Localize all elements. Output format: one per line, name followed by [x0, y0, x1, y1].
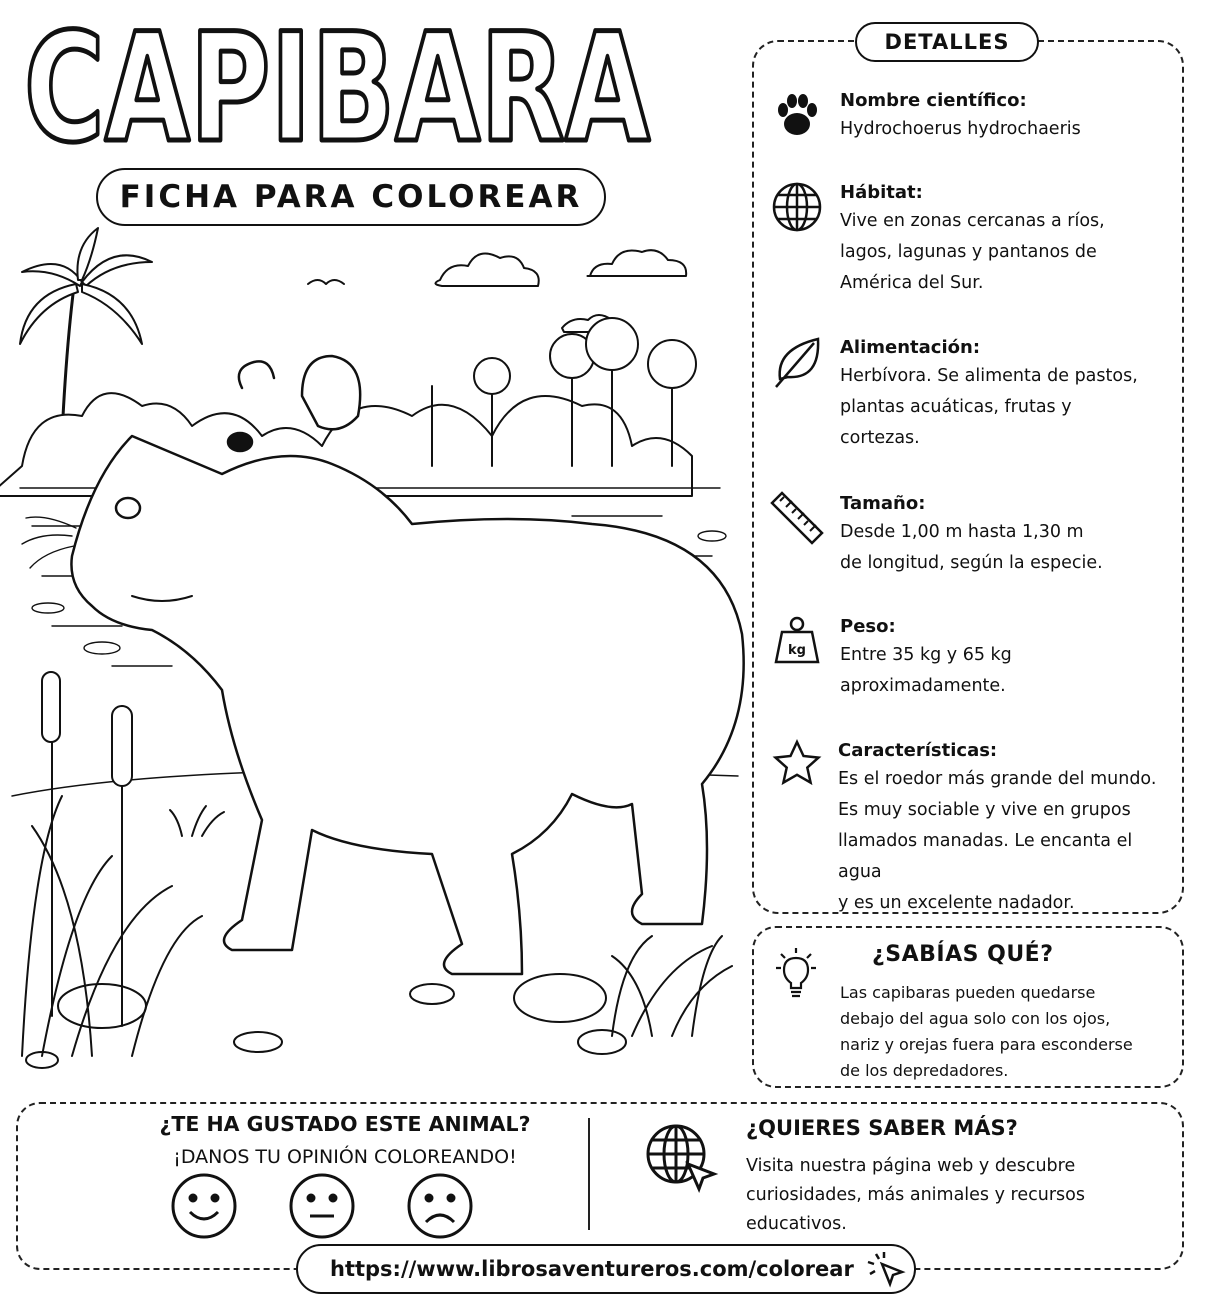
learn-more-line: Visita nuestra página web y descubre	[746, 1156, 1076, 1176]
detail-label: Hábitat:	[840, 182, 923, 203]
learn-more-text	[746, 1152, 1166, 1239]
star-icon	[770, 738, 824, 792]
subtitle-text: FICHA PARA COLOREAR	[119, 179, 583, 215]
detail-line: Es muy sociable y vive en grupos	[838, 800, 1131, 820]
weight-icon-label: kg	[788, 643, 806, 658]
detail-habitat	[770, 180, 1180, 300]
detail-line: y es un excelente nadador.	[838, 893, 1075, 913]
feedback-faces	[160, 1168, 480, 1240]
detail-weight	[770, 614, 1180, 704]
detail-line: lagos, lagunas y pantanos de	[840, 242, 1097, 262]
detail-line: Vive en zonas cercanas a ríos,	[840, 211, 1105, 231]
website-link[interactable]	[296, 1244, 916, 1294]
detail-line: América del Sur.	[840, 273, 984, 293]
detail-label: Nombre científico:	[840, 90, 1027, 111]
ruler-icon	[770, 491, 824, 545]
did-you-know-line: debajo del agua solo con los ojos,	[840, 1009, 1111, 1028]
did-you-know-title: ¿SABÍAS QUÉ?	[872, 942, 1054, 967]
detail-line: llamados manadas. Le encanta el agua	[838, 831, 1133, 882]
lightbulb-icon	[770, 946, 822, 1002]
detail-characteristics	[770, 738, 1180, 913]
click-cursor-icon	[866, 1250, 910, 1292]
page-title-text: CAPIBARA	[24, 2, 650, 176]
detail-line: aproximadamente.	[840, 676, 1006, 696]
detail-label: Características:	[838, 740, 998, 761]
detail-line: de longitud, según la especie.	[840, 553, 1103, 573]
detail-label: Tamaño:	[840, 493, 926, 514]
paw-icon	[770, 88, 824, 142]
page-title	[18, 2, 658, 176]
globe-icon	[770, 180, 824, 234]
did-you-know-line: Las capibaras pueden quedarse	[840, 983, 1096, 1002]
cloud-icon	[435, 250, 686, 332]
detail-label: Alimentación:	[840, 337, 981, 358]
rocks	[26, 974, 626, 1068]
happy-face-icon[interactable]	[173, 1175, 235, 1237]
detail-line: Desde 1,00 m hasta 1,30 m	[840, 522, 1084, 542]
detail-line: plantas acuáticas, frutas y	[840, 397, 1072, 417]
detail-line: cortezas.	[840, 428, 920, 448]
detail-line: Hydrochoerus hydrochaeris	[840, 119, 1081, 139]
footer-divider	[588, 1118, 590, 1230]
feedback-subtitle: ¡DANOS TU OPINIÓN COLOREANDO!	[173, 1146, 517, 1168]
did-you-know-line: de los depredadores.	[840, 1061, 1009, 1080]
detail-line: Es el roedor más grande del mundo.	[838, 769, 1157, 789]
learn-more-title: ¿QUIERES SABER MÁS?	[746, 1116, 1018, 1140]
bird-icon	[308, 280, 344, 284]
did-you-know-line: nariz y orejas fuera para esconderse	[840, 1035, 1133, 1054]
details-tab	[855, 22, 1039, 62]
leaf-icon	[770, 335, 824, 389]
detail-label: Peso:	[840, 616, 896, 637]
detail-line: Herbívora. Se alimenta de pastos,	[840, 366, 1138, 386]
detail-scientific-name	[770, 88, 1180, 158]
did-you-know-text	[840, 980, 1170, 1084]
weight-icon	[770, 614, 824, 668]
globe-cursor-icon	[642, 1120, 722, 1196]
learn-more-line: curiosidades, más animales y recursos	[746, 1185, 1085, 1205]
subtitle-badge	[96, 168, 606, 226]
neutral-face-icon[interactable]	[291, 1175, 353, 1237]
details-tab-label: DETALLES	[884, 30, 1010, 54]
sad-face-icon[interactable]	[409, 1175, 471, 1237]
feedback-title: ¿TE HA GUSTADO ESTE ANIMAL?	[159, 1112, 531, 1136]
website-url[interactable]: https://www.librosaventureros.com/colorear	[330, 1257, 854, 1281]
detail-size	[770, 491, 1180, 581]
detail-diet	[770, 335, 1180, 455]
detail-line: Entre 35 kg y 65 kg	[840, 645, 1012, 665]
capybara-illustration	[12, 236, 738, 1076]
learn-more-line: educativos.	[746, 1214, 847, 1234]
